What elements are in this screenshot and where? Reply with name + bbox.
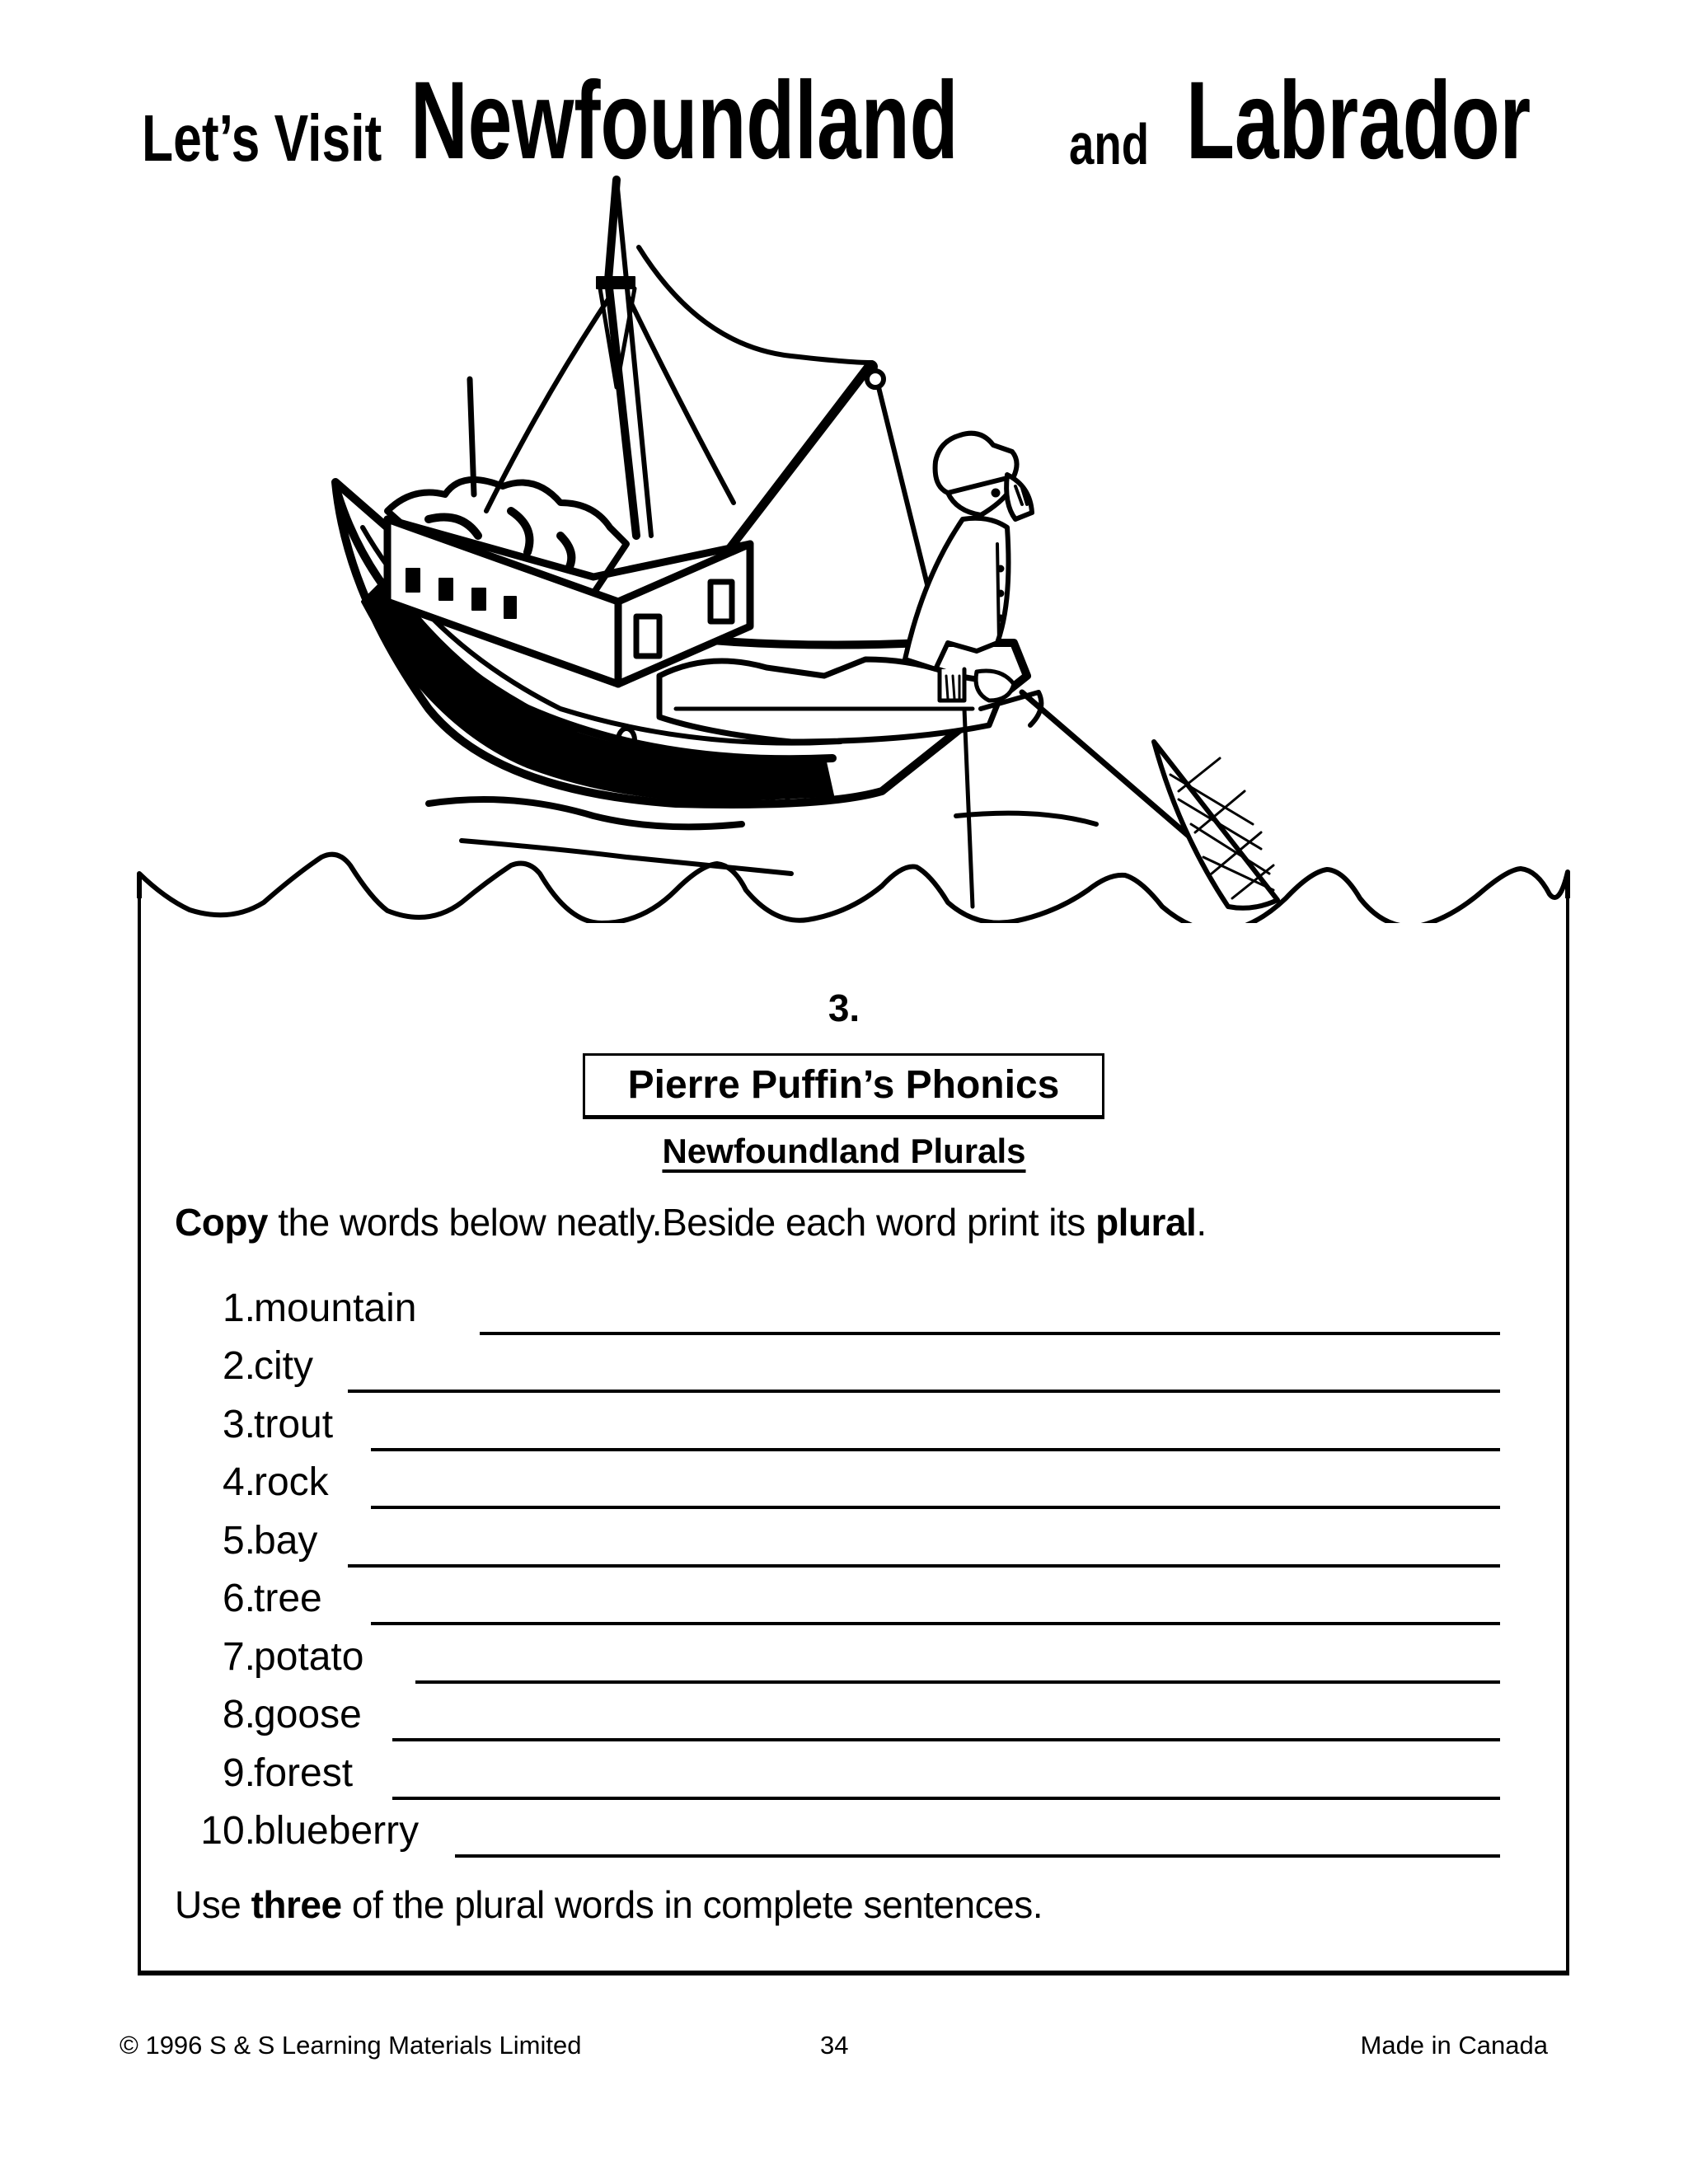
series-title-box bbox=[583, 1053, 1104, 1119]
answer-line[interactable] bbox=[371, 1622, 1500, 1625]
item-word: bay bbox=[254, 1519, 318, 1563]
item-word: city bbox=[254, 1344, 313, 1388]
item-number: 7. bbox=[222, 1635, 256, 1679]
item-number: 3. bbox=[222, 1403, 256, 1446]
answer-line[interactable] bbox=[371, 1506, 1500, 1509]
instruction-text-part1: the words below neatly.Beside each word print its bbox=[268, 1201, 1096, 1244]
list-item bbox=[165, 1569, 1500, 1619]
answer-line[interactable] bbox=[392, 1738, 1500, 1741]
worksheet-subtitle: Newfoundland Plurals bbox=[662, 1132, 1026, 1170]
list-item bbox=[165, 1685, 1500, 1735]
footer-copyright: © 1996 S & S Learning Materials Limited bbox=[120, 2031, 582, 2060]
item-number: 2. bbox=[222, 1344, 256, 1388]
instruction-bold-copy: Copy bbox=[175, 1201, 268, 1244]
title-newfoundland: Newfoundland bbox=[410, 59, 959, 182]
closing-bold-three: three bbox=[251, 1883, 342, 1926]
list-item bbox=[165, 1802, 1500, 1851]
item-word: potato bbox=[254, 1635, 364, 1679]
title-prefix: Let’s Visit bbox=[142, 101, 382, 175]
item-word: trout bbox=[254, 1403, 334, 1446]
instruction-bold-plural: plural bbox=[1095, 1201, 1197, 1244]
list-item bbox=[165, 1628, 1500, 1677]
answer-line[interactable] bbox=[371, 1448, 1500, 1451]
item-number: 1. bbox=[222, 1286, 256, 1330]
answer-line[interactable] bbox=[348, 1564, 1500, 1568]
item-number: 8. bbox=[222, 1693, 256, 1736]
title-labrador: Labrador bbox=[1186, 59, 1531, 182]
item-word: blueberry bbox=[254, 1809, 420, 1853]
activity-number: 3. bbox=[828, 987, 860, 1029]
item-number: 6. bbox=[222, 1577, 256, 1620]
instruction-text-part2: . bbox=[1196, 1201, 1207, 1244]
item-word: forest bbox=[254, 1751, 354, 1795]
footer-page-number: 34 bbox=[820, 2031, 849, 2060]
item-word: mountain bbox=[254, 1286, 417, 1330]
answer-line[interactable] bbox=[480, 1332, 1500, 1335]
list-item bbox=[165, 1744, 1500, 1793]
item-number: 9. bbox=[222, 1751, 256, 1795]
list-item bbox=[165, 1453, 1500, 1502]
list-item bbox=[165, 1279, 1500, 1329]
closing-text-part1: Use bbox=[175, 1883, 251, 1926]
list-item bbox=[165, 1395, 1500, 1445]
instruction-text bbox=[175, 1201, 1207, 1244]
list-item bbox=[165, 1511, 1500, 1561]
closing-instruction bbox=[175, 1883, 1043, 1926]
item-word: tree bbox=[254, 1577, 322, 1620]
answer-line[interactable] bbox=[415, 1680, 1500, 1684]
answer-line[interactable] bbox=[392, 1797, 1500, 1800]
item-word: rock bbox=[254, 1460, 329, 1504]
series-title: Pierre Puffin’s Phonics bbox=[627, 1063, 1060, 1107]
title-and: and bbox=[1069, 112, 1150, 176]
list-item bbox=[165, 1337, 1500, 1386]
answer-line[interactable] bbox=[455, 1854, 1500, 1858]
boat-illustration bbox=[0, 0, 1688, 923]
item-number: 10. bbox=[200, 1809, 256, 1853]
answer-line[interactable] bbox=[348, 1390, 1500, 1393]
item-word: goose bbox=[254, 1693, 362, 1736]
item-number: 5. bbox=[222, 1519, 256, 1563]
closing-text-part2: of the plural words in complete sentences. bbox=[341, 1883, 1043, 1926]
footer-origin: Made in Canada bbox=[1360, 2031, 1548, 2060]
item-number: 4. bbox=[222, 1460, 256, 1504]
